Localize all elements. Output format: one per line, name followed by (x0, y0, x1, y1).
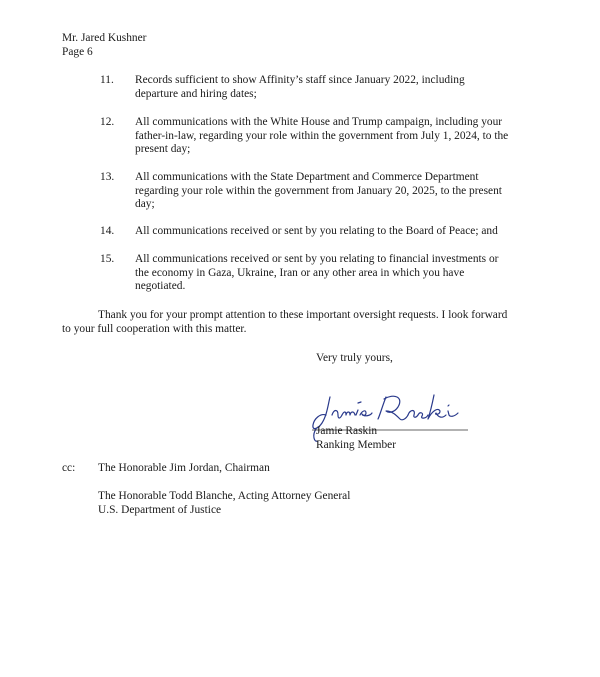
request-number: 14. (100, 225, 115, 237)
request-text (135, 74, 560, 101)
request-line: negotiated. (135, 280, 186, 293)
request-line: departure and hiring dates; (135, 87, 257, 100)
page-number: Page 6 (62, 46, 93, 58)
request-line: Records sufficient to show Affinity’s staff since January 2022, including (135, 74, 465, 86)
request-number: 11. (100, 74, 114, 86)
request-line: day; (135, 198, 155, 211)
request-line: present day; (135, 143, 191, 156)
page-header (62, 32, 146, 60)
request-line: All communications received or sent by you relating to the Board of Peace; and (135, 225, 498, 237)
request-line: All communications with the White House and Trump campaign, including your (135, 116, 503, 128)
salutation: Very truly yours, (316, 352, 393, 364)
request-line: regarding your role within the government from January 20, 2025, to the present (135, 184, 502, 197)
recipient-name: Mr. Jared Kushner (62, 32, 147, 44)
cc-label: cc: (62, 462, 76, 474)
request-text (135, 171, 560, 212)
request-number: 13. (100, 171, 115, 183)
cc-recipient: The Honorable Todd Blanche, Acting Attorney General (98, 490, 351, 502)
cc-recipient-affiliation: U.S. Department of Justice (98, 504, 222, 516)
signer-name: Jamie Raskin (316, 425, 378, 437)
request-text (135, 116, 560, 157)
closing-line: to your full cooperation with this matter. (62, 322, 247, 335)
request-line: All communications with the State Department and Commerce Department (135, 171, 479, 183)
request-line: father-in-law, regarding your role within the government from July 1, 2024, to the (135, 129, 509, 142)
closing-line: Thank you for your prompt attention to these important oversight requests. I look forward (98, 309, 508, 321)
request-number: 15. (100, 253, 115, 265)
request-text (135, 253, 560, 294)
request-line: All communications received or sent by you relating to financial investments or (135, 253, 499, 265)
request-text (135, 225, 560, 239)
signer-title: Ranking Member (316, 439, 397, 451)
cc-recipient: The Honorable Jim Jordan, Chairman (98, 462, 270, 474)
request-line: the economy in Gaza, Ukraine, Iran or any other area in which you have (135, 266, 465, 279)
closing-paragraph (62, 309, 507, 336)
request-number: 12. (100, 116, 115, 128)
